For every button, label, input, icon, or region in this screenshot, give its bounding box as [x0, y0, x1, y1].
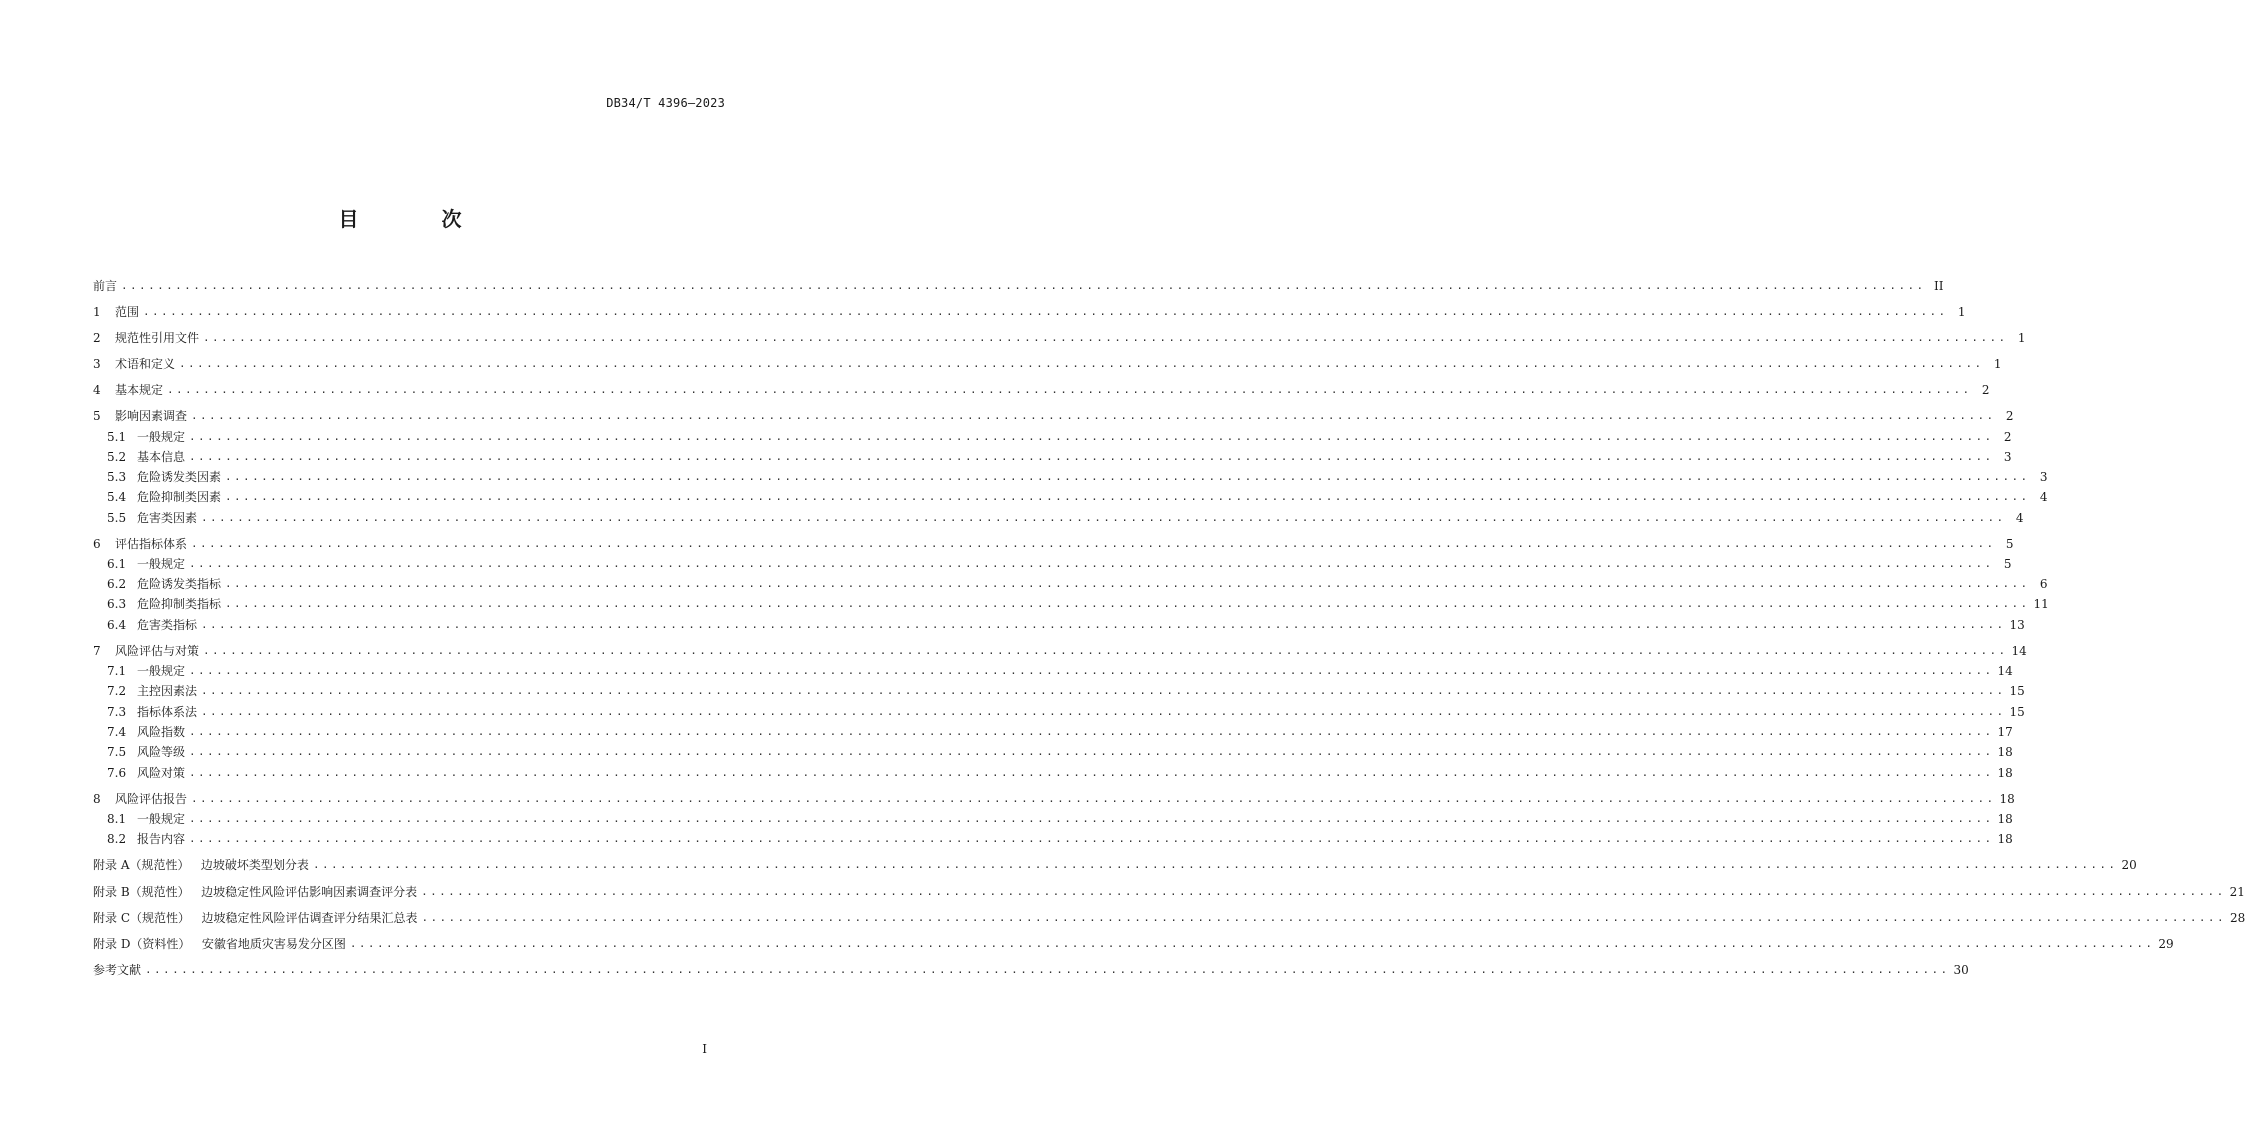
toc-entry-title: 规范性引用文件	[115, 331, 200, 345]
toc-entry-label	[93, 962, 141, 978]
toc-entry-title: 参考文献	[93, 963, 142, 977]
toc-leader-dots: ........................................................................................................................................................................................................	[191, 792, 1996, 805]
toc-leader-dots: ........................................................................................................................................................................................................	[191, 537, 1996, 550]
toc-entry-number: 3	[93, 357, 101, 371]
toc-entry[interactable]	[93, 378, 1990, 398]
toc-entry-page: 6	[2039, 577, 2048, 591]
toc-entry[interactable]	[93, 425, 2012, 445]
toc-entry-page: 18	[1997, 745, 2013, 759]
toc-entry-label	[93, 596, 221, 612]
toc-entry[interactable]	[93, 532, 2014, 552]
toc-entry[interactable]	[93, 906, 2245, 926]
toc-entry[interactable]	[93, 300, 1966, 320]
toc-entry-label	[93, 884, 417, 900]
toc-entry-page: 3	[2003, 450, 2012, 464]
toc-entry[interactable]	[93, 274, 1944, 294]
toc-entry-title: 风险评估报告	[115, 792, 188, 806]
toc-entry-title: 附录 B（规范性） 边坡稳定性风险评估影响因素调查评分表	[93, 885, 418, 899]
toc-entry-label	[93, 330, 199, 346]
toc-entry[interactable]	[93, 853, 2137, 873]
toc-leader-dots: ........................................................................................................................................................................................................	[189, 725, 1994, 738]
toc-leader-dots: ........................................................................................................................................................................................................	[189, 664, 1994, 677]
toc-entry-label	[93, 536, 187, 552]
toc-entry-label	[93, 744, 185, 760]
toc-entry[interactable]	[93, 880, 2245, 900]
toc-entry-page: 30	[1953, 963, 1969, 977]
toc-entry-page: II	[1934, 279, 1944, 293]
toc-leader-dots: ........................................................................................................................................................................................................	[201, 705, 2006, 718]
toc-entry-label	[93, 356, 175, 372]
toc-entry-title: 范围	[115, 305, 140, 319]
toc-leader-dots: ........................................................................................................................................................................................................	[179, 357, 1984, 370]
toc-entry-page: 20	[2121, 858, 2137, 872]
toc-entry-title: 危险诱发类因素	[137, 470, 222, 484]
toc-leader-dots: ........................................................................................................................................................................................................	[121, 279, 1926, 292]
toc-entry-page: 15	[2009, 684, 2025, 698]
toc-entry[interactable]	[93, 740, 2013, 760]
toc-entry[interactable]	[93, 761, 2013, 781]
toc-entry-label	[93, 576, 221, 592]
toc-entry-page: 2	[2003, 430, 2012, 444]
toc-entry-label	[93, 469, 221, 485]
toc-entry-title: 评估指标体系	[115, 537, 188, 551]
page-title: 目 次	[338, 207, 500, 231]
toc-entry-title: 报告内容	[137, 832, 186, 846]
toc-leader-dots: ........................................................................................................................................................................................................	[189, 766, 1994, 779]
toc-entry-label	[93, 382, 163, 398]
toc-leader-dots: ........................................................................................................................................................................................................	[145, 963, 1950, 976]
toc-entry[interactable]	[93, 506, 2024, 526]
toc-leader-dots: ........................................................................................................................................................................................................	[201, 511, 2006, 524]
toc-entry-page: 11	[2033, 597, 2049, 611]
toc-entry-number: 7.3	[107, 705, 127, 719]
toc-entry-label	[93, 278, 117, 294]
toc-entry-title: 主控因素法	[137, 684, 198, 698]
toc-entry-title: 基本规定	[115, 383, 164, 397]
toc-entry-title: 指标体系法	[137, 705, 198, 719]
toc-entry-page: 1	[2017, 331, 2026, 345]
toc-entry-number: 5.2	[107, 450, 127, 464]
toc-entry-number: 2	[93, 331, 101, 345]
toc-entry-label	[93, 643, 199, 659]
toc-entry-title: 一般规定	[137, 430, 186, 444]
toc-entry[interactable]	[93, 700, 2025, 720]
toc-entry[interactable]	[93, 552, 2012, 572]
toc-entry[interactable]	[93, 404, 2014, 424]
toc-entry-label	[93, 556, 185, 572]
toc-entry-label	[93, 683, 197, 699]
toc-entry-title: 附录 A（规范性） 边坡破坏类型划分表	[93, 858, 309, 872]
toc-entry-title: 风险指数	[137, 725, 186, 739]
toc-entry-title: 危险诱发类指标	[137, 577, 222, 591]
toc-entry-page: 4	[2015, 511, 2024, 525]
toc-entry[interactable]	[93, 827, 2013, 847]
toc-entry-number: 6.4	[107, 618, 127, 632]
toc-entry[interactable]	[93, 679, 2025, 699]
toc-entry-page: 2	[1981, 383, 1990, 397]
toc-entry-number: 7.4	[107, 725, 127, 739]
toc-entry-number: 7.2	[107, 684, 127, 698]
toc-entry-page: 1	[1993, 357, 2002, 371]
toc-entry-label	[93, 936, 346, 952]
toc-leader-dots: ........................................................................................................................................................................................................	[201, 618, 2006, 631]
toc-entry-number: 5.3	[107, 470, 127, 484]
toc-entry-number: 5.1	[107, 430, 127, 444]
toc-leader-dots: ........................................................................................................................................................................................................	[312, 858, 2118, 871]
toc-entry-label	[93, 304, 139, 320]
toc-entry-title: 影响因素调查	[115, 409, 188, 423]
toc-leader-dots: ........................................................................................................................................................................................................	[421, 885, 2226, 898]
toc-entry-label	[93, 910, 417, 926]
toc-entry[interactable]	[93, 807, 2013, 827]
toc-entry-title: 危险抑制类指标	[137, 597, 222, 611]
toc-entry-page: 2	[2005, 409, 2014, 423]
toc-entry-title: 前言	[93, 279, 118, 293]
toc-entry-page: 29	[2158, 937, 2174, 951]
toc-entry-page: 1	[1957, 305, 1966, 319]
toc-entry-label	[93, 831, 185, 847]
toc-entry-page: 17	[1997, 725, 2013, 739]
toc-entry[interactable]	[93, 659, 2013, 679]
toc-entry-label	[93, 510, 197, 526]
toc-entry-label	[93, 791, 187, 807]
toc-entry[interactable]	[93, 445, 2012, 465]
toc-leader-dots: ........................................................................................................................................................................................................	[203, 331, 2008, 344]
toc-entry-label	[93, 617, 197, 633]
toc-leader-dots: ........................................................................................................................................................................................................	[189, 745, 1994, 758]
toc-leader-dots: ........................................................................................................................................................................................................	[191, 409, 1996, 422]
toc-entry-title: 一般规定	[137, 557, 186, 571]
toc-entry[interactable]	[93, 352, 2002, 372]
toc-entry-label	[93, 429, 185, 445]
toc-entry-page: 21	[2229, 885, 2245, 899]
toc-entry-title: 一般规定	[137, 812, 186, 826]
toc-entry-number: 8.2	[107, 832, 127, 846]
toc-entry[interactable]	[93, 720, 2013, 740]
toc-entry-title: 风险评估与对策	[115, 644, 200, 658]
toc-entry-page: 18	[1997, 766, 2013, 780]
toc-entry-label	[93, 489, 221, 505]
toc-entry[interactable]	[93, 326, 2026, 346]
toc-entry-label	[93, 811, 185, 827]
toc-entry-title: 危险抑制类因素	[137, 490, 222, 504]
toc-entry-number: 7.1	[107, 664, 127, 678]
toc-leader-dots: ........................................................................................................................................................................................................	[201, 684, 2006, 697]
toc-entry-title: 危害类因素	[137, 511, 198, 525]
toc-leader-dots: ........................................................................................................................................................................................................	[189, 450, 1994, 463]
toc-entry-title: 危害类指标	[137, 618, 198, 632]
toc-entry-label	[93, 663, 185, 679]
toc-leader-dots: ........................................................................................................................................................................................................	[225, 577, 2030, 590]
toc-entry-page: 14	[2011, 644, 2027, 658]
toc-entry-title: 附录 D（资料性） 安徽省地质灾害易发分区图	[93, 937, 346, 951]
toc-leader-dots: ........................................................................................................................................................................................................	[225, 597, 2030, 610]
toc-entry[interactable]	[93, 932, 2174, 952]
toc-entry[interactable]	[93, 787, 2015, 807]
toc-leader-dots: ........................................................................................................................................................................................................	[203, 644, 2008, 657]
toc-leader-dots: ........................................................................................................................................................................................................	[189, 430, 1994, 443]
toc-entry-label	[93, 704, 197, 720]
toc-entry-number: 6.2	[107, 577, 127, 591]
toc-entry-number: 5	[93, 409, 101, 423]
toc-entry[interactable]	[93, 465, 2048, 485]
toc-entry-number: 6.3	[107, 597, 127, 611]
toc-entry-number: 8.1	[107, 812, 127, 826]
toc-entry-page: 15	[2009, 705, 2025, 719]
toc-entry-page: 5	[2005, 537, 2014, 551]
toc-entry-number: 5.4	[107, 490, 127, 504]
toc-entry-title: 风险对策	[137, 766, 186, 780]
toc-entry-label	[93, 765, 185, 781]
toc-leader-dots: ........................................................................................................................................................................................................	[189, 812, 1994, 825]
toc-entry[interactable]	[93, 958, 1969, 978]
toc-entry-number: 7.6	[107, 766, 127, 780]
toc-entry-number: 7.5	[107, 745, 127, 759]
toc-entry-label	[93, 724, 185, 740]
toc-entry-label	[93, 857, 309, 873]
toc-entry-number: 7	[93, 644, 101, 658]
toc-leader-dots: ........................................................................................................................................................................................................	[225, 490, 2030, 503]
toc-entry-page: 13	[2009, 618, 2025, 632]
toc-entry-title: 风险等级	[137, 745, 186, 759]
toc-entry-page: 4	[2039, 490, 2048, 504]
toc-entry-number: 6	[93, 537, 101, 551]
toc-entry-title: 附录 C（规范性） 边坡稳定性风险评估调查评分结果汇总表	[93, 911, 418, 925]
toc-entry[interactable]	[93, 572, 2048, 592]
toc-entry-page: 3	[2039, 470, 2048, 484]
toc-entry-number: 4	[93, 383, 101, 397]
toc-entry-number: 5.5	[107, 511, 127, 525]
document-code: DB34/T 4396—2023	[606, 96, 725, 110]
toc-entry[interactable]	[93, 639, 2027, 659]
toc-entry-page: 18	[1997, 812, 2013, 826]
toc-leader-dots: ........................................................................................................................................................................................................	[143, 305, 1948, 318]
toc-leader-dots: ........................................................................................................................................................................................................	[349, 937, 2155, 950]
toc-entry[interactable]	[93, 613, 2025, 633]
toc-leader-dots: ........................................................................................................................................................................................................	[189, 557, 1994, 570]
toc-entry-page: 5	[2003, 557, 2012, 571]
toc-entry-page: 18	[1997, 832, 2013, 846]
page-number: I	[702, 1042, 707, 1056]
toc-entry-number: 6.1	[107, 557, 127, 571]
toc-entry-page: 28	[2229, 911, 2245, 925]
toc-entry[interactable]	[93, 592, 2049, 612]
toc-entry-number: 8	[93, 792, 101, 806]
toc-entry-number: 1	[93, 305, 101, 319]
toc-entry-title: 一般规定	[137, 664, 186, 678]
toc-entry-page: 18	[1999, 792, 2015, 806]
toc-entry-title: 基本信息	[137, 450, 186, 464]
toc-entry-label	[93, 408, 187, 424]
toc-entry-title: 术语和定义	[115, 357, 176, 371]
toc-entry-label	[93, 449, 185, 465]
toc-leader-dots: ........................................................................................................................................................................................................	[189, 832, 1994, 845]
toc-leader-dots: ........................................................................................................................................................................................................	[225, 470, 2030, 483]
toc-leader-dots: ........................................................................................................................................................................................................	[167, 383, 1972, 396]
toc-entry[interactable]	[93, 485, 2048, 505]
toc-entry-page: 14	[1997, 664, 2013, 678]
toc-leader-dots: ........................................................................................................................................................................................................	[421, 911, 2226, 924]
